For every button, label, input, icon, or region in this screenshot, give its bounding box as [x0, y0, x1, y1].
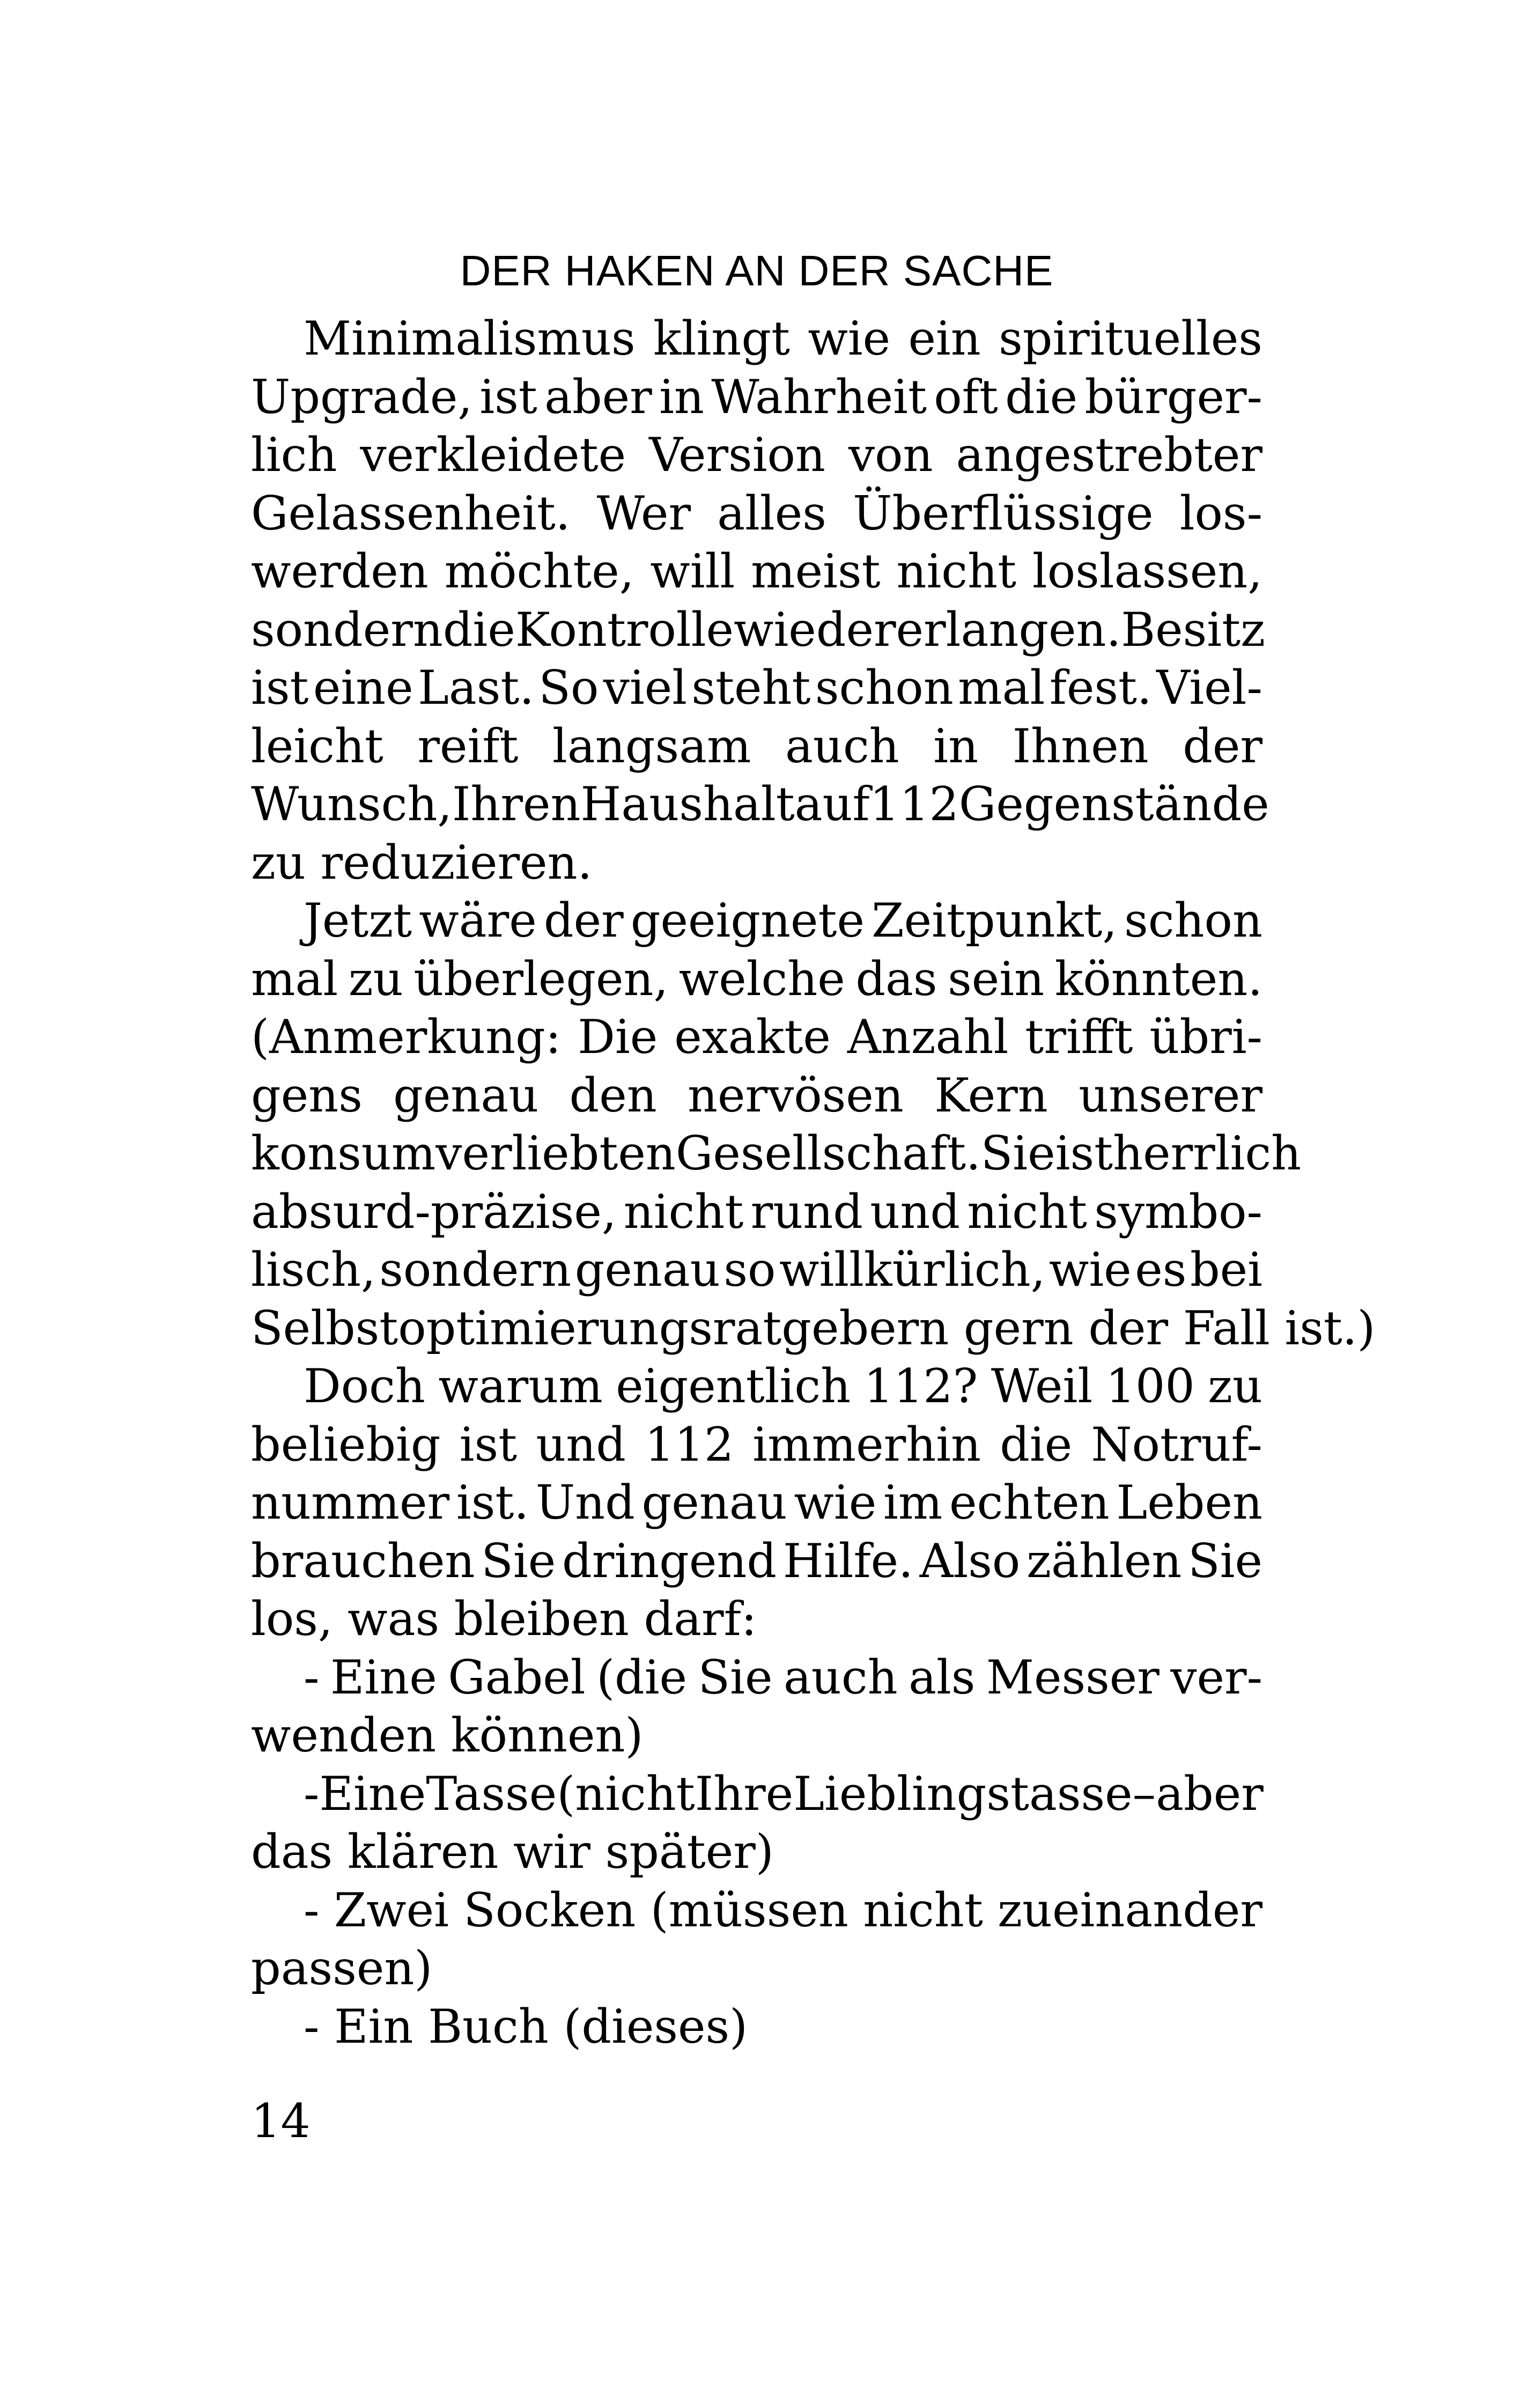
- word: dringend: [562, 1533, 777, 1588]
- word: Version: [649, 428, 825, 482]
- word: oft: [934, 369, 998, 424]
- word: schon: [815, 660, 954, 715]
- word: eine: [313, 660, 414, 715]
- word: bei: [1190, 1242, 1262, 1297]
- text-line: [251, 310, 1262, 368]
- word: Eine: [330, 1649, 437, 1705]
- running-head: DER HAKEN AN DER SACHE: [460, 247, 1054, 294]
- text-line: passen): [251, 1941, 433, 1995]
- word: -: [304, 1766, 320, 1821]
- list-item: [251, 1648, 1262, 1765]
- word: und: [870, 1184, 961, 1239]
- word: sein: [948, 951, 1045, 1006]
- word: ist: [479, 369, 537, 424]
- word: (nicht: [557, 1766, 695, 1821]
- word: Zwei: [334, 1882, 449, 1938]
- word: viel: [603, 660, 688, 715]
- word: als: [909, 1649, 976, 1705]
- word: Ihre: [695, 1766, 794, 1821]
- word: genau: [393, 1067, 539, 1123]
- word: geeignete: [630, 893, 865, 948]
- word: fest.: [1049, 660, 1152, 715]
- text-line: zu reduzieren.: [251, 835, 593, 890]
- list-item: [251, 1998, 1262, 2056]
- word: (müssen: [650, 1882, 848, 1938]
- word: Kern: [934, 1067, 1048, 1123]
- word: zu: [1208, 1359, 1262, 1413]
- word: Die: [578, 1010, 658, 1064]
- word: ist: [1055, 1126, 1113, 1181]
- word: die: [442, 602, 515, 657]
- word: absurd-präzise,: [251, 1184, 617, 1239]
- word: wie: [1049, 1242, 1132, 1297]
- word: im: [883, 1475, 943, 1530]
- text-line: [251, 775, 1269, 834]
- word: Hilfe.: [782, 1533, 913, 1588]
- word: den: [569, 1067, 657, 1123]
- text-line: [251, 1008, 1262, 1066]
- word: Messer: [986, 1649, 1160, 1705]
- word: wie: [808, 311, 891, 366]
- word: Wahrheit: [711, 369, 927, 424]
- paragraph: [251, 892, 1376, 1357]
- text-line: [251, 1124, 1302, 1183]
- word: auch: [785, 718, 899, 774]
- text-line: [251, 1066, 1262, 1125]
- word: das: [855, 951, 937, 1006]
- word: Und: [535, 1475, 635, 1530]
- word: nicht: [967, 1184, 1087, 1239]
- word: beliebig: [251, 1417, 441, 1472]
- word: Weil: [991, 1359, 1093, 1413]
- word: Also: [919, 1533, 1021, 1588]
- word: langsam: [552, 718, 751, 774]
- word: echten: [949, 1475, 1110, 1530]
- word: mal: [958, 660, 1045, 715]
- word: 100: [1105, 1359, 1195, 1413]
- word: (Anmerkung:: [251, 1010, 562, 1064]
- word: zählen: [1027, 1533, 1182, 1588]
- word: ver-: [1170, 1649, 1262, 1705]
- word: werden: [251, 544, 429, 599]
- word: von: [848, 428, 933, 482]
- word: Haushalt: [580, 777, 795, 831]
- word: Überflüssige: [853, 485, 1154, 541]
- page-number: 14: [251, 2094, 311, 2148]
- word: ist: [251, 660, 309, 715]
- word: in: [933, 718, 979, 774]
- word: wie: [794, 1475, 877, 1530]
- word: Gelassenheit.: [251, 485, 571, 541]
- text-line: [251, 1648, 1262, 1707]
- text-line: [251, 1183, 1262, 1241]
- word: immerhin: [752, 1417, 981, 1472]
- word: Ihren: [452, 777, 581, 831]
- word: nervösen: [688, 1067, 904, 1123]
- word: 112: [645, 1417, 734, 1472]
- word: 112: [869, 777, 959, 831]
- word: (die: [596, 1649, 688, 1705]
- word: genau: [641, 1475, 787, 1530]
- word: Sie: [698, 1649, 773, 1705]
- word: bürger-: [1084, 369, 1262, 424]
- word: Last.: [418, 660, 534, 715]
- word: Sie: [481, 1533, 556, 1588]
- word: schon: [1124, 893, 1262, 948]
- word: in: [659, 369, 704, 424]
- word: auch: [783, 1649, 898, 1705]
- word: nicht: [623, 1184, 744, 1239]
- word: lisch,: [251, 1242, 376, 1297]
- text-line: [251, 368, 1262, 426]
- word: konsumverliebten: [251, 1126, 676, 1181]
- word: los-: [1179, 485, 1262, 541]
- word: nicht: [896, 544, 1017, 599]
- text-line: [251, 542, 1262, 601]
- word: der: [543, 893, 624, 948]
- word: Notruf-: [1091, 1417, 1262, 1472]
- word: -: [304, 1649, 320, 1705]
- word: -: [304, 1882, 320, 1938]
- word: angestrebter: [956, 428, 1262, 482]
- word: Tasse: [426, 1766, 557, 1821]
- list-item: [251, 1881, 1262, 1998]
- word: Zeitpunkt,: [872, 893, 1117, 948]
- word: so: [723, 1242, 776, 1297]
- word: Wer: [596, 485, 691, 541]
- word: wiedererlangen.: [734, 602, 1121, 657]
- word: exakte: [674, 1010, 831, 1064]
- word: steht: [691, 660, 811, 715]
- word: ist: [459, 1417, 518, 1472]
- word: Sie: [980, 1126, 1055, 1181]
- paragraph: [251, 310, 1269, 892]
- word: Gabel: [448, 1649, 586, 1705]
- word: Ihnen: [1012, 718, 1149, 774]
- word: leicht: [251, 718, 383, 774]
- word: symbo-: [1094, 1184, 1262, 1239]
- text-line: [251, 1532, 1262, 1590]
- word: Leben: [1116, 1475, 1262, 1530]
- word: spirituelles: [999, 311, 1262, 366]
- word: Anzahl: [847, 1010, 1009, 1064]
- word: könnten.: [1054, 951, 1262, 1006]
- word: Lieblingstasse: [793, 1766, 1133, 1821]
- word: nummer: [251, 1475, 450, 1530]
- word: welche: [678, 951, 845, 1006]
- word: unserer: [1079, 1067, 1262, 1123]
- word: reift: [417, 718, 519, 774]
- word: Wunsch,: [251, 777, 453, 831]
- word: meist: [751, 544, 881, 599]
- text-line: [251, 1881, 1262, 1940]
- word: alles: [717, 485, 826, 541]
- text-line: [251, 1416, 1262, 1474]
- word: Socken: [463, 1882, 636, 1938]
- word: der: [1183, 718, 1262, 774]
- word: Jetzt: [304, 893, 412, 948]
- word: rund: [750, 1184, 863, 1239]
- word: sondern: [251, 602, 443, 657]
- word: will: [650, 544, 735, 599]
- word: aber: [544, 369, 652, 424]
- word: willkürlich,: [779, 1242, 1046, 1297]
- word: Upgrade,: [251, 369, 472, 424]
- text-line: [251, 1241, 1262, 1299]
- word: Kontrolle: [515, 602, 734, 657]
- word: –: [1132, 1766, 1156, 1821]
- text-line: [251, 1357, 1262, 1416]
- body-text: [251, 310, 1376, 2056]
- word: die: [1000, 1417, 1073, 1472]
- word: Gesellschaft.: [675, 1126, 981, 1181]
- word: Doch: [304, 1359, 425, 1413]
- word: Minimalismus: [304, 311, 636, 366]
- text-line: Selbstoptimierungsratgebern gern der Fall ist.): [251, 1300, 1376, 1356]
- word: und: [536, 1417, 626, 1472]
- word: möchte,: [444, 544, 634, 599]
- word: eigentlich: [616, 1359, 851, 1413]
- word: loslassen,: [1032, 544, 1262, 599]
- word: zu: [348, 951, 403, 1006]
- word: wäre: [419, 893, 537, 948]
- text-line: [251, 950, 1262, 1008]
- text-line: wenden können): [251, 1708, 644, 1763]
- word: 112?: [863, 1359, 978, 1413]
- word: ist.: [456, 1475, 529, 1530]
- word: Sie: [1188, 1533, 1262, 1588]
- word: trifft: [1025, 1010, 1133, 1064]
- word: Viel-: [1156, 660, 1262, 715]
- word: verkleidete: [360, 428, 626, 482]
- word: gens: [251, 1067, 363, 1123]
- word: warum: [438, 1359, 603, 1413]
- word: mal: [251, 951, 338, 1006]
- word: ein: [908, 311, 981, 366]
- text-line: [251, 717, 1262, 776]
- word: klingt: [653, 311, 790, 366]
- word: zueinander: [998, 1882, 1262, 1938]
- text-line: [251, 659, 1262, 717]
- text-line: [251, 1765, 1262, 1823]
- word: genau: [574, 1242, 720, 1297]
- text-line: [251, 601, 1265, 659]
- paragraph: [251, 1357, 1262, 1648]
- text-line: [251, 426, 1262, 484]
- text-line: - Ein Buch (dieses): [304, 1999, 748, 2054]
- word: übri-: [1149, 1010, 1262, 1064]
- text-line: das klären wir später): [251, 1824, 774, 1879]
- word: Besitz: [1121, 602, 1265, 657]
- word: es: [1135, 1242, 1187, 1297]
- word: nicht: [863, 1882, 983, 1938]
- word: überlegen,: [414, 951, 669, 1006]
- word: herrlich: [1113, 1126, 1302, 1181]
- word: auf: [794, 777, 870, 831]
- text-line: los, was bleiben darf:: [251, 1592, 757, 1646]
- word: aber: [1156, 1766, 1264, 1821]
- word: So: [538, 660, 599, 715]
- word: brauchen: [251, 1533, 475, 1588]
- list-item: [251, 1765, 1262, 1881]
- word: die: [1005, 369, 1078, 424]
- word: lich: [251, 428, 337, 482]
- word: Gegenstände: [958, 777, 1269, 831]
- text-line: [251, 484, 1262, 543]
- text-line: [251, 1474, 1262, 1532]
- text-line: [251, 892, 1262, 950]
- word: sondern: [379, 1242, 572, 1297]
- word: Eine: [319, 1766, 426, 1821]
